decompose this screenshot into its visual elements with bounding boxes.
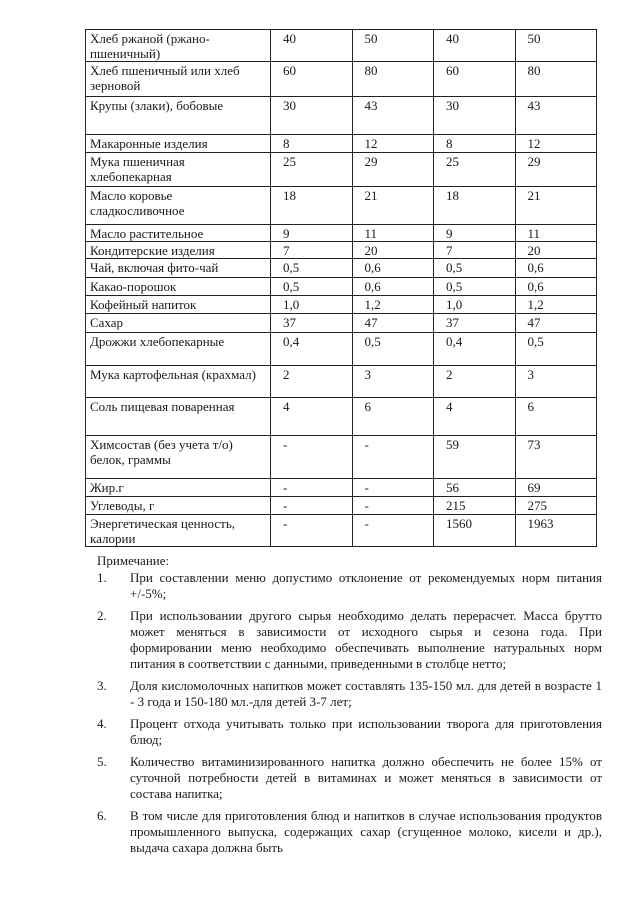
value-cell: 3	[352, 366, 434, 398]
value-cell: 0,6	[515, 278, 597, 296]
value-cell: 0,5	[352, 333, 434, 366]
value-cell: 50	[352, 30, 434, 62]
value-cell: 20	[352, 242, 434, 259]
value-cell: 1560	[434, 515, 516, 547]
value-cell: 275	[515, 497, 597, 515]
value-cell: 6	[352, 398, 434, 436]
value-cell: 60	[434, 62, 516, 97]
product-name-cell: Углеводы, г	[86, 497, 271, 515]
value-cell: -	[352, 436, 434, 479]
value-cell: 1,2	[515, 296, 597, 314]
product-name-cell: Масло растительное	[86, 225, 271, 242]
value-cell: 0,6	[352, 259, 434, 278]
note-number: 1.	[97, 570, 107, 585]
note-number: 4.	[97, 716, 107, 731]
value-cell: 6	[515, 398, 597, 436]
value-cell: 12	[352, 135, 434, 153]
value-cell: 59	[434, 436, 516, 479]
value-cell: 43	[352, 97, 434, 135]
note-number: 5.	[97, 754, 107, 769]
table-row	[86, 479, 597, 497]
value-cell: 69	[515, 479, 597, 497]
note-text: В том числе для приготовления блюд и напитков в случае использования продуктов промышленного выпуска, содержащих сахар (сгущенное молоко, кисели и др.), выдача сахара должна быть	[130, 808, 602, 855]
notes-title: Примечание:	[97, 553, 170, 568]
note-item	[97, 808, 602, 856]
value-cell: 50	[515, 30, 597, 62]
product-name-cell: Химсостав (без учета т/о) белок, граммы	[86, 436, 271, 479]
value-cell: -	[271, 436, 353, 479]
product-name-cell: Крупы (злаки), бобовые	[86, 97, 271, 135]
value-cell: -	[271, 479, 353, 497]
value-cell: -	[271, 515, 353, 547]
value-cell: 37	[271, 314, 353, 333]
value-cell: 12	[515, 135, 597, 153]
value-cell: 4	[271, 398, 353, 436]
value-cell: 43	[515, 97, 597, 135]
table-row	[86, 296, 597, 314]
value-cell: 0,5	[515, 333, 597, 366]
value-cell: 30	[434, 97, 516, 135]
table-row	[86, 242, 597, 259]
value-cell: 40	[434, 30, 516, 62]
value-cell: 25	[271, 153, 353, 187]
value-cell: 7	[434, 242, 516, 259]
food-norms-table	[85, 29, 597, 547]
note-item	[97, 570, 602, 602]
value-cell: 60	[271, 62, 353, 97]
value-cell: 0,6	[515, 259, 597, 278]
table-row	[86, 225, 597, 242]
value-cell: 80	[515, 62, 597, 97]
table-row	[86, 278, 597, 296]
table-row	[86, 187, 597, 225]
table-row	[86, 333, 597, 366]
table-row	[86, 436, 597, 479]
value-cell: 2	[434, 366, 516, 398]
value-cell: 0,5	[434, 278, 516, 296]
value-cell: 8	[434, 135, 516, 153]
table-row	[86, 259, 597, 278]
product-name-cell: Энергетическая ценность, калории	[86, 515, 271, 547]
table-row	[86, 30, 597, 62]
value-cell: 20	[515, 242, 597, 259]
value-cell: 30	[271, 97, 353, 135]
table-row	[86, 62, 597, 97]
value-cell: 47	[515, 314, 597, 333]
table-row	[86, 366, 597, 398]
value-cell: 18	[434, 187, 516, 225]
value-cell: 9	[271, 225, 353, 242]
table-row	[86, 135, 597, 153]
value-cell: 1,2	[352, 296, 434, 314]
note-item	[97, 754, 602, 802]
value-cell: 1,0	[434, 296, 516, 314]
table-row	[86, 153, 597, 187]
note-item	[97, 678, 602, 710]
value-cell: 21	[515, 187, 597, 225]
product-name-cell: Масло коровье сладкосливочное	[86, 187, 271, 225]
value-cell: 215	[434, 497, 516, 515]
notes-list	[97, 570, 602, 862]
value-cell: 0,4	[434, 333, 516, 366]
table-row	[86, 97, 597, 135]
table-body	[86, 30, 597, 547]
product-name-cell: Соль пищевая поваренная	[86, 398, 271, 436]
value-cell: 80	[352, 62, 434, 97]
value-cell: 37	[434, 314, 516, 333]
value-cell: 1963	[515, 515, 597, 547]
table-row	[86, 398, 597, 436]
product-name-cell: Мука картофельная (крахмал)	[86, 366, 271, 398]
value-cell: 0,5	[434, 259, 516, 278]
table-row	[86, 314, 597, 333]
value-cell: 4	[434, 398, 516, 436]
value-cell: 7	[271, 242, 353, 259]
value-cell: -	[352, 479, 434, 497]
value-cell: 11	[515, 225, 597, 242]
value-cell: 40	[271, 30, 353, 62]
product-name-cell: Хлеб пшеничный или хлеб зерновой	[86, 62, 271, 97]
product-name-cell: Жир.г	[86, 479, 271, 497]
note-number: 3.	[97, 678, 107, 693]
value-cell: 8	[271, 135, 353, 153]
product-name-cell: Чай, включая фито-чай	[86, 259, 271, 278]
value-cell: 18	[271, 187, 353, 225]
value-cell: -	[352, 515, 434, 547]
note-text: Процент отхода учитывать только при использовании творога для приготовления блюд;	[130, 716, 602, 747]
note-text: При использовании другого сырья необходимо делать перерасчет. Масса брутто может меняться в зависимости от исходного сырья и сезона года. При формировании меню необходимо обеспечивать выполнение натуральных норм питания в соответствии с данными, приведенными в столбце нетто;	[130, 608, 602, 671]
product-name-cell: Дрожжи хлебопекарные	[86, 333, 271, 366]
product-name-cell: Какао-порошок	[86, 278, 271, 296]
value-cell: 2	[271, 366, 353, 398]
value-cell: 29	[515, 153, 597, 187]
value-cell: 11	[352, 225, 434, 242]
value-cell: 9	[434, 225, 516, 242]
value-cell: 29	[352, 153, 434, 187]
note-text: Количество витаминизированного напитка должно обеспечить не более 15% от суточной потребности детей в витаминах и может меняться в зависимости от состава напитка;	[130, 754, 602, 801]
value-cell: 0,5	[271, 259, 353, 278]
value-cell: 25	[434, 153, 516, 187]
note-text: При составлении меню допустимо отклонение от рекомендуемых норм питания +/-5%;	[130, 570, 602, 601]
value-cell: 1,0	[271, 296, 353, 314]
table-row	[86, 497, 597, 515]
product-name-cell: Кондитерские изделия	[86, 242, 271, 259]
value-cell: -	[271, 497, 353, 515]
product-name-cell: Сахар	[86, 314, 271, 333]
value-cell: 3	[515, 366, 597, 398]
note-item	[97, 716, 602, 748]
value-cell: 0,5	[271, 278, 353, 296]
product-name-cell: Кофейный напиток	[86, 296, 271, 314]
value-cell: 0,6	[352, 278, 434, 296]
note-item	[97, 608, 602, 672]
note-number: 2.	[97, 608, 107, 623]
value-cell: -	[352, 497, 434, 515]
product-name-cell: Макаронные изделия	[86, 135, 271, 153]
value-cell: 73	[515, 436, 597, 479]
table-row	[86, 515, 597, 547]
note-text: Доля кисломолочных напитков может составлять 135-150 мл. для детей в возрасте 1 - 3 года и 150-180 мл.-для детей 3-7 лет;	[130, 678, 602, 709]
value-cell: 47	[352, 314, 434, 333]
product-name-cell: Мука пшеничная хлебопекарная	[86, 153, 271, 187]
product-name-cell: Хлеб ржаной (ржано-пшеничный)	[86, 30, 271, 62]
value-cell: 21	[352, 187, 434, 225]
note-number: 6.	[97, 808, 107, 823]
value-cell: 0,4	[271, 333, 353, 366]
value-cell: 56	[434, 479, 516, 497]
